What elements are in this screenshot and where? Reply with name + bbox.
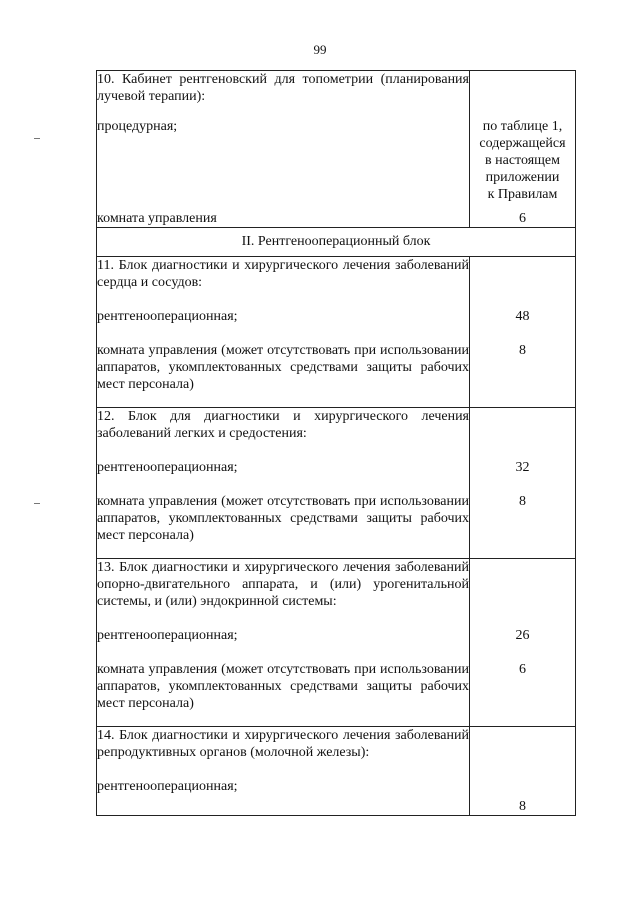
value-line: приложении bbox=[485, 170, 560, 185]
block-11-operating-room: рентгенооперационная; bbox=[97, 309, 238, 324]
block-14-description bbox=[97, 727, 470, 816]
block-12-control-room: комната управления (может отсутствовать при использовании аппаратов, укомплектованных средствами защиты рабочих мест персонала) bbox=[97, 494, 469, 543]
block-13-operating-room: рентгенооперационная; bbox=[97, 628, 238, 643]
block-12-title: 12. Блок для диагностики и хирургического лечения заболеваний легких и средостения: bbox=[97, 409, 469, 441]
block-10-control-value: 6 bbox=[519, 211, 526, 226]
block-11-description bbox=[97, 257, 470, 408]
block-13-description bbox=[97, 559, 470, 727]
block-10-control-room: комната управления bbox=[97, 211, 217, 226]
block-12-operating-room: рентгенооперационная; bbox=[97, 460, 238, 475]
block-14-operating-room: рентгенооперационная; bbox=[97, 779, 238, 794]
table-row bbox=[97, 228, 576, 257]
block-13-values bbox=[470, 559, 576, 727]
block-13-title: 13. Блок диагностики и хирургического лечения заболеваний опорно-двигательного аппарата, и (или) урогенитальной системы, и (или) эндокринной системы: bbox=[97, 560, 469, 609]
block-12-operating-value: 32 bbox=[515, 460, 530, 475]
section-header: II. Рентгенооперационный блок bbox=[97, 228, 576, 257]
value-line: к Правилам bbox=[487, 187, 558, 202]
block-11-title: 11. Блок диагностики и хирургического лечения заболеваний сердца и сосудов: bbox=[97, 258, 469, 290]
block-11-values bbox=[470, 257, 576, 408]
block-14-title: 14. Блок диагностики и хирургического лечения заболеваний репродуктивных органов (молочной железы): bbox=[97, 728, 469, 760]
block-13-control-value: 6 bbox=[519, 662, 526, 677]
table-row bbox=[97, 559, 576, 727]
block-10-description bbox=[97, 71, 470, 228]
value-line: по таблице 1, bbox=[482, 119, 563, 134]
block-12-control-value: 8 bbox=[519, 494, 526, 509]
block-10-title: 10. Кабинет рентгеновский для топометрии (планирования лучевой терапии): bbox=[97, 72, 469, 104]
block-14-values bbox=[470, 727, 576, 816]
block-11-operating-value: 48 bbox=[515, 309, 530, 324]
page-number: 99 bbox=[313, 42, 327, 57]
value-line: в настоящем bbox=[485, 153, 560, 168]
table-row bbox=[97, 71, 576, 228]
value-line: содержащейся bbox=[479, 136, 566, 151]
block-12-values bbox=[470, 408, 576, 559]
margin-mark bbox=[34, 503, 40, 504]
block-14-operating-value: 8 bbox=[519, 799, 526, 814]
block-11-control-value: 8 bbox=[519, 343, 526, 358]
block-13-operating-value: 26 bbox=[515, 628, 530, 643]
block-10-values bbox=[470, 71, 576, 228]
block-11-control-room: комната управления (может отсутствовать при использовании аппаратов, укомплектованных средствами защиты рабочих мест персонала) bbox=[97, 343, 469, 392]
table-row bbox=[97, 257, 576, 408]
block-10-procedure-value bbox=[470, 118, 575, 203]
table-row bbox=[97, 408, 576, 559]
block-13-control-room: комната управления (может отсутствовать при использовании аппаратов, укомплектованных средствами защиты рабочих мест персонала) bbox=[97, 662, 469, 711]
table-row bbox=[97, 727, 576, 816]
margin-mark bbox=[34, 138, 40, 139]
block-10-procedure-room: процедурная; bbox=[97, 119, 178, 134]
room-area-table bbox=[96, 70, 576, 816]
block-12-description bbox=[97, 408, 470, 559]
